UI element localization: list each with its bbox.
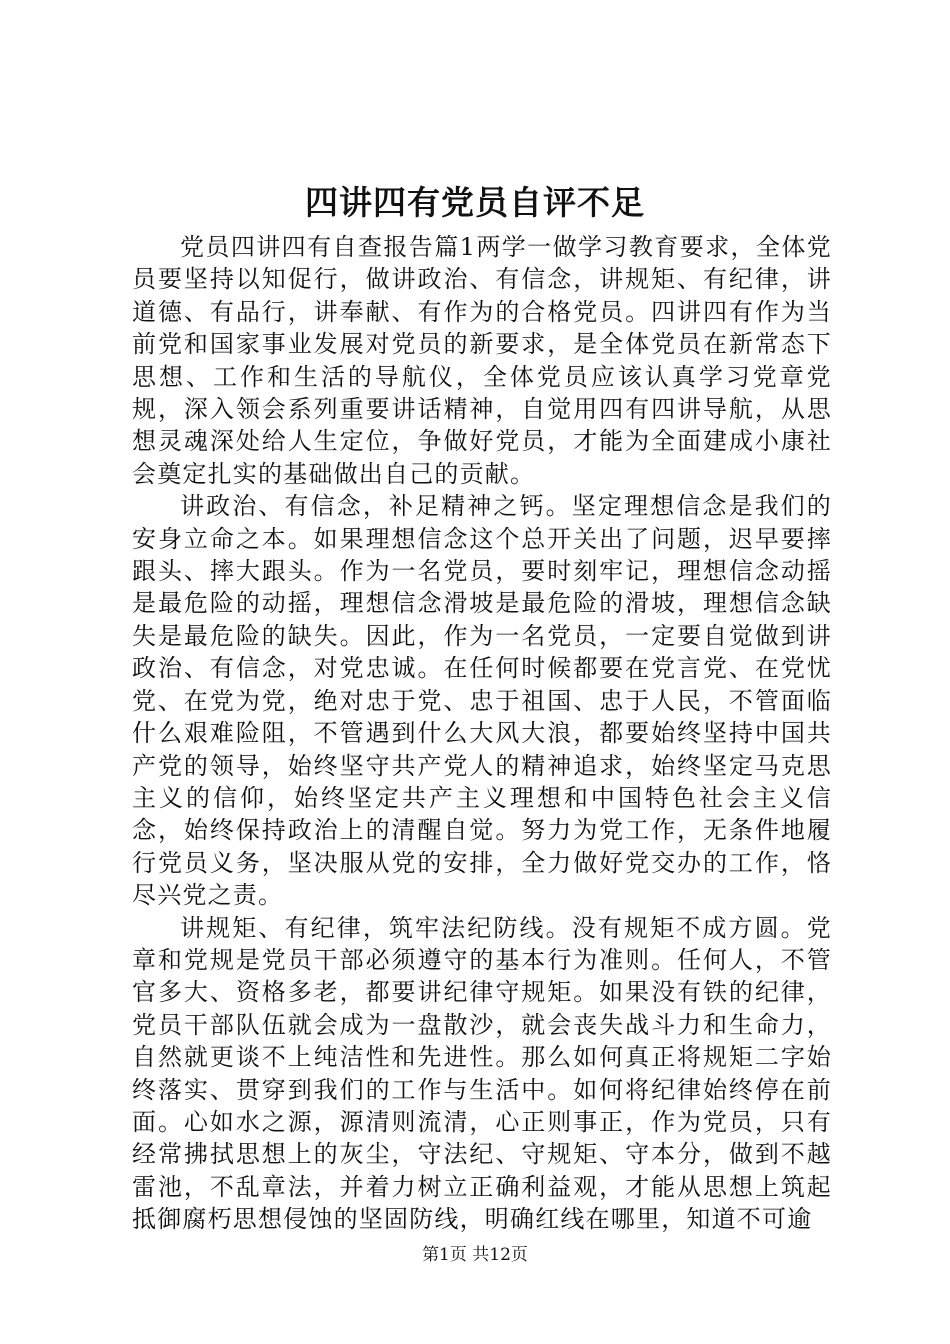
paragraph-discipline: 讲规矩、有纪律，筑牢法纪防线。没有规矩不成方圆。党章和党规是党员干部必须遵守的基本行为准则。任何人，不管官多大、资格多老，都要讲纪律守规矩。如果没有铁的纪律，党员干部队伍就会成为一盘散沙，就会丧失战斗力和生命力，自然就更谈不上纯洁性和先进性。那么如何真正将规矩二字始终落实、贯穿到我们的工作与生活中。如何将纪律始终停在前面。心如水之源，源清则流清，心正则事正，作为党员，只有经常拂拭思想上的灰尘，守法纪、守规矩、守本分，做到不越雷池，不乱章法，并着力树立正确利益观，才能从思想上筑起抵御腐朽思想侵蚀的坚固防线，明确红线在哪里，知道不可逾 <box>132 913 832 1234</box>
paragraph-intro: 党员四讲四有自查报告篇1两学一做学习教育要求，全体党员要坚持以知促行，做讲政治、有信念，讲规矩、有纪律，讲道德、有品行，讲奉献、有作为的合格党员。四讲四有作为当前党和国家事业发展对党员的新要求，是全体党员在新常态下思想、工作和生活的导航仪，全体党员应该认真学习党章党规，深入领会系列重要讲话精神，自觉用四有四讲导航，从思想灵魂深处给人生定位，争做好党员，才能为全面建成小康社会奠定扎实的基础做出自己的贡献。 <box>132 233 832 488</box>
page-number-footer: 第1页 共12页 <box>422 1245 528 1265</box>
paragraph-politics: 讲政治、有信念，补足精神之钙。坚定理想信念是我们的安身立命之本。如果理想信念这个总开关出了问题，迟早要摔跟头、摔大跟头。作为一名党员，要时刻牢记，理想信念动摇是最危险的动摇，理想信念滑坡是最危险的滑坡，理想信念缺失是最危险的缺失。因此，作为一名党员，一定要自觉做到讲政治、有信念，对党忠诚。在任何时候都要在党言党、在党忧党、在党为党，绝对忠于党、忠于祖国、忠于人民，不管面临什么艰难险阻，不管遇到什么大风大浪，都要始终坚持中国共产党的领导，始终坚守共产党人的精神追求，始终坚定马克思主义的信仰，始终坚定共产主义理想和中国特色社会主义信念，始终保持政治上的清醒自觉。努力为党工作，无条件地履行党员义务，坚决服从党的安排，全力做好党交办的工作，恪尽兴党之责。 <box>132 492 832 910</box>
document-title: 四讲四有党员自评不足 <box>305 183 645 222</box>
document-body <box>132 231 832 1236</box>
